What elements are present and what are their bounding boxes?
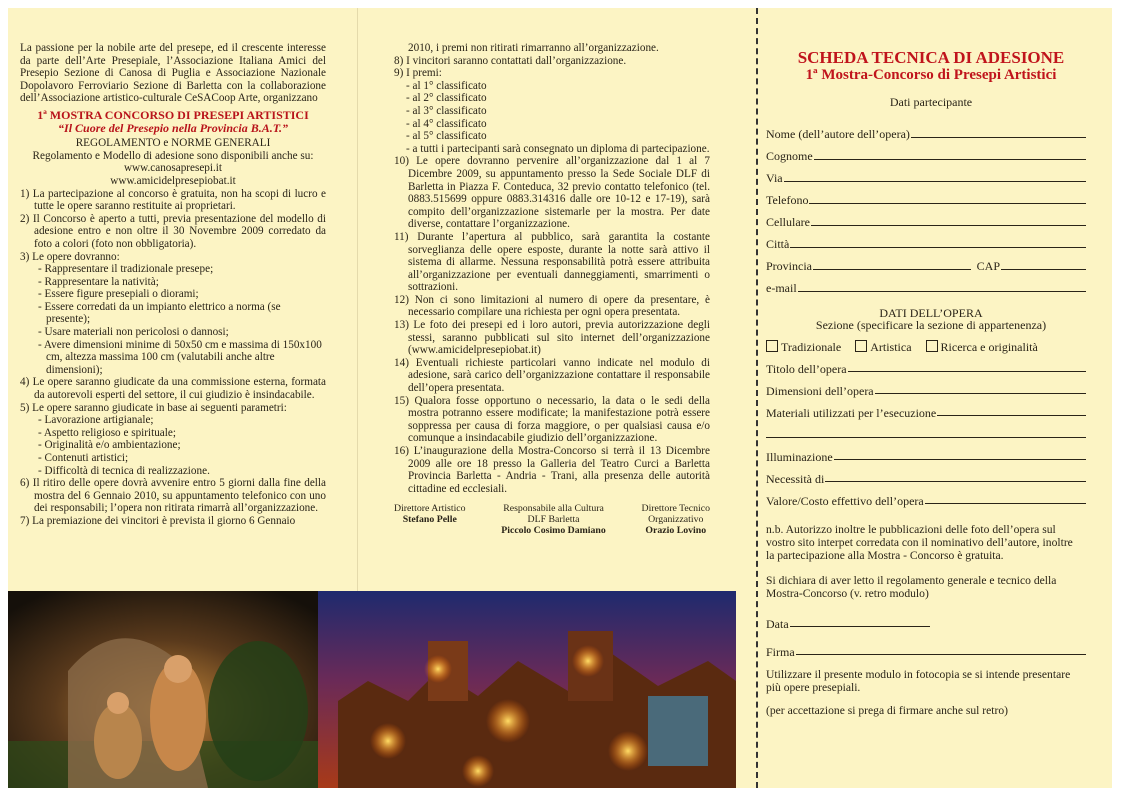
- phone-field[interactable]: [766, 185, 1096, 207]
- phone-line[interactable]: [809, 203, 1086, 204]
- surname-label: Cognome: [766, 149, 813, 163]
- credits: [394, 503, 710, 536]
- surname-line[interactable]: [814, 159, 1086, 160]
- checkbox-traditional[interactable]: [766, 340, 778, 352]
- rule-3-item: - Essere figure presepiali o diorami;: [38, 288, 199, 301]
- lighting-field[interactable]: [766, 441, 1096, 463]
- option-research[interactable]: [926, 340, 1038, 354]
- prize-item: - al 1° classificato: [406, 79, 487, 92]
- form-title: SCHEDA TECNICA DI ADESIONE: [797, 48, 1065, 67]
- option-artistic-label: Artistica: [870, 339, 912, 354]
- rule-5-item: - Lavorazione artigianale;: [38, 414, 154, 427]
- rule-3-item: - Rappresentare il tradizionale presepe;: [38, 263, 214, 276]
- credit-name: Stefano Pelle: [402, 514, 457, 526]
- contest-subtitle: “Il Cuore del Presepio nella Provincia B.A.T.”: [58, 120, 288, 135]
- option-research-label: Ricerca e originalità: [940, 339, 1038, 354]
- needs-field[interactable]: [766, 463, 1096, 485]
- rule-3-item: - Avere dimensioni minime di 50x50 cm e massima di 150x100 cm, altezza massima 100 cm (valutabili anche altre dimensioni);: [38, 338, 322, 376]
- section-options: [766, 340, 1096, 354]
- rule-3: 3) Le opere dovranno:: [20, 250, 120, 263]
- rule-7: 7) La premiazione dei vincitori è prevista il giorno 6 Gennaio: [20, 514, 296, 527]
- rule-15: 15) Qualora fosse opportuno o necessario, la data o le sedi della mostra potranno essere modificate; la manifestazione potrà essere soppressa per causa di forza maggiore, o per qualsiasi causa e/o comunque a insindacabile giudizio dell’organizzazione.: [394, 394, 710, 445]
- value-label: Valore/Costo effettivo dell’opera: [766, 493, 924, 508]
- rules-heading: REGOLAMENTO e NORME GENERALI: [75, 137, 271, 150]
- signature-line[interactable]: [796, 654, 1086, 655]
- value-field[interactable]: [766, 485, 1096, 507]
- credit-name: Piccolo Cosimo Damiano: [501, 525, 606, 537]
- credit-role: Direttore Artistico: [394, 503, 466, 515]
- checkbox-artistic[interactable]: [855, 340, 867, 352]
- name-field[interactable]: [766, 119, 1096, 141]
- artwork-title-field[interactable]: [766, 353, 1096, 375]
- name-line[interactable]: [911, 137, 1086, 138]
- materials-line[interactable]: [937, 415, 1086, 416]
- rule-3-item: - Usare materiali non pericolosi o dannosi;: [38, 326, 229, 339]
- mobile-line[interactable]: [811, 225, 1086, 226]
- street-field[interactable]: [766, 163, 1096, 185]
- rule-8: 8) I vincitori saranno contattati dall’organizzazione.: [394, 54, 627, 67]
- credit-culture-manager: [501, 503, 606, 536]
- nativity-photo-image: [8, 591, 736, 788]
- rule-13: 13) Le foto dei presepi ed i loro autori, previa autorizzazione degli stessi, saranno pubblicati sul sito internet dell’organizzazione (www.amicidelpresepiobat.it): [394, 319, 710, 357]
- rule-7-continued: 2010, i premi non ritirati rimarranno all’organizzazione.: [408, 42, 659, 54]
- photocopy-note: Utilizzare il presente modulo in fotocopia se si intende presentare più opere presepiali.: [766, 668, 1071, 695]
- prize-item: - a tutti i partecipanti sarà consegnato un diploma di partecipazione.: [406, 142, 710, 155]
- date-label: Data: [766, 616, 789, 631]
- date-field[interactable]: [766, 608, 1096, 630]
- mobile-field[interactable]: [766, 207, 1096, 229]
- province-label: Provincia: [766, 259, 812, 273]
- cut-line: [756, 8, 758, 788]
- cap-line[interactable]: [1001, 269, 1086, 270]
- option-artistic[interactable]: [855, 340, 911, 354]
- prize-item: - al 2° classificato: [406, 92, 487, 105]
- city-field[interactable]: [766, 229, 1096, 251]
- email-label: e-mail: [766, 281, 797, 295]
- rule-11: 11) Durante l’apertura al pubblico, sarà garantita la costante sorveglianza delle opere esposte, durante la notte sarà attivo il sistema di allarme. Nessuna responsabilità potrà essere attribuita all’organizzazione per eventuali danneggiamenti, smarrimenti o sottrazioni.: [394, 230, 710, 294]
- option-traditional-label: Tradizionale: [781, 339, 842, 354]
- rule-3-item: - Rappresentare la natività;: [38, 275, 159, 288]
- rule-4: 4) Le opere saranno giudicate da una commissione esterna, formata da autorevoli esperti del settore, il cui giudizio è insindacabile.: [20, 376, 326, 402]
- intro-text: La passione per la nobile arte del presepe, ed il crescente interesse da parte dell’Arte Presepiale, l’Associazione Italiana Amici del Presepio Sezione di Canosa di Puglia e Associazione Nazionale Dopolavoro Ferroviario Sezione di Barletta con la collaborazione dell’Associazione artistico-culturale CeSACoop Arte, organizzano: [20, 42, 326, 105]
- artwork-title-label: Titolo dell’opera: [766, 361, 847, 376]
- city-label: Città: [766, 237, 790, 251]
- dimensions-label: Dimensioni dell’opera: [766, 383, 874, 398]
- section-instruction: Sezione (specificare la sezione di appartenenza): [815, 318, 1047, 333]
- contest-title: 1ª MOSTRA CONCORSO DI PRESEPI ARTISTICI: [37, 107, 309, 122]
- acceptance-note: (per accettazione si prega di firmare anche sul retro): [766, 704, 1009, 718]
- authorization-note: n.b. Autorizzo inoltre le pubblicazioni delle foto dell’opera sul vostro sito interpet corredata con il nominativo dell’autore, inoltre la partecipazione alla Mostra - Concorso è gratuita.: [766, 523, 1073, 563]
- signature-label: Firma: [766, 644, 795, 659]
- brochure-sheet: [8, 8, 1112, 788]
- artwork-section-title: DATI DELL’OPERA: [879, 305, 983, 320]
- dimensions-field[interactable]: [766, 375, 1096, 397]
- participant-section-title: Dati partecipante: [889, 95, 973, 109]
- city-line[interactable]: [790, 247, 1086, 248]
- lighting-label: Illuminazione: [766, 449, 833, 464]
- rule-5-item: - Contenuti artistici;: [38, 452, 129, 464]
- dimensions-line[interactable]: [875, 393, 1086, 394]
- materials-extra-line[interactable]: [766, 419, 1096, 441]
- needs-label: Necessità di: [766, 471, 825, 486]
- date-line[interactable]: [790, 626, 930, 627]
- email-line[interactable]: [798, 291, 1086, 292]
- form-subtitle: 1ª Mostra-Concorso di Presepi Artistici: [805, 67, 1057, 83]
- credit-role: Responsabile alla Cultura: [503, 503, 604, 515]
- credit-role: Direttore Tecnico: [641, 503, 710, 515]
- rule-5-item: - Originalità e/o ambientazione;: [38, 439, 181, 452]
- credit-artistic-director: [394, 503, 466, 536]
- surname-field[interactable]: [766, 141, 1096, 163]
- rule-14: 14) Eventuali richieste particolari vanno indicate nel modulo di adesione, sarà carico dell’organizzazione contattare il responsabile dell’opera presentata.: [394, 356, 710, 395]
- credit-technical-director: [642, 503, 711, 536]
- rules-column-2: [394, 42, 710, 536]
- phone-label: Telefono: [766, 193, 809, 207]
- mobile-label: Cellulare: [766, 215, 810, 229]
- cap-label: CAP: [976, 259, 1000, 273]
- province-line[interactable]: [813, 269, 971, 270]
- option-traditional[interactable]: [766, 340, 841, 354]
- rule-2: 2) Il Concorso è aperto a tutti, previa presentazione del modello di adesione entro e non oltre il 30 Novembre 2009 corredato da foto a colori (foto non obbligatoria).: [20, 212, 326, 250]
- nativity-photos: [8, 591, 736, 788]
- street-label: Via: [766, 171, 783, 185]
- website-link-2[interactable]: www.amicidelpresepiobat.it: [110, 174, 236, 187]
- province-cap-field[interactable]: [766, 251, 1096, 273]
- rule-5: 5) Le opere saranno giudicate in base ai seguenti parametri:: [20, 401, 287, 414]
- street-line[interactable]: [784, 181, 1086, 182]
- declaration-text: Si dichiara di aver letto il regolamento generale e tecnico della Mostra-Concorso (v. retro modulo): [766, 574, 1057, 601]
- rule-9: 9) I premi:: [394, 67, 442, 80]
- prize-item: - al 4° classificato: [406, 117, 487, 130]
- prize-item: - al 3° classificato: [406, 104, 487, 117]
- materials-label: Materiali utilizzati per l’esecuzione: [766, 405, 937, 420]
- materials-line-2[interactable]: [766, 437, 1086, 438]
- rule-1: 1) La partecipazione al concorso è gratuita, non ha scopi di lucro e tutte le opere saranno restituite ai proprietari.: [20, 187, 326, 213]
- rule-6: 6) Il ritiro delle opere dovrà avvenire entro 5 giorni dalla fine della mostra del 6 Gennaio 2010, su appuntamento telefonico con uno dei responsabili; l’opera non ritirata rimarrà all’organizzazione.: [20, 477, 326, 515]
- rule-16: 16) L’inaugurazione della Mostra-Concorso si terrà il 13 Dicembre 2009 alle ore 18 presso la Galleria del Teatro Curci a Barletta Provincia Barletta - Andria - Trani, alla presenza delle autorità cittadine ed ecclesiali.: [394, 445, 710, 495]
- email-field[interactable]: [766, 273, 1096, 295]
- availability-text: Regolamento e Modello di adesione sono disponibili anche su:: [32, 149, 314, 162]
- artwork-title-line[interactable]: [848, 371, 1086, 372]
- website-link-1[interactable]: www.canosapresepi.it: [123, 162, 223, 175]
- signature-field[interactable]: [766, 636, 1096, 658]
- lighting-line[interactable]: [834, 459, 1086, 460]
- rule-12: 12) Non ci sono limitazioni al numero di opere da presentare, è necessario compilare una richiesta per ogni opera presentata.: [394, 293, 710, 319]
- registration-form: [766, 48, 1096, 717]
- credit-role-2: DLF Barletta: [527, 514, 580, 526]
- value-line[interactable]: [925, 503, 1086, 504]
- rule-5-item: - Difficoltà di tecnica di realizzazione.: [38, 464, 210, 477]
- needs-line[interactable]: [825, 481, 1086, 482]
- materials-field[interactable]: [766, 397, 1096, 419]
- rule-10: 10) Le opere dovranno pervenire all’organizzazione dal 1 al 7 Dicembre 2009, su appuntamento presso la Sede Sociale DLF di Barletta in Piazza F. Conteduca, 32 previo contatto telefonico (tel. 0883.515699 oppure 0883.314316 dalle ore 10-12 e 17-19), sarà compito dell’organizzazione sistemarle per la mostra. Per date diverse, contattare l’organizzazione.: [394, 155, 710, 231]
- checkbox-research[interactable]: [926, 340, 938, 352]
- rule-3-item: - Essere corredati da un impianto elettrico a norma (se presente);: [38, 300, 281, 326]
- prize-item: - al 5° classificato: [406, 130, 487, 143]
- rule-5-item: - Aspetto religioso e spirituale;: [38, 426, 176, 439]
- name-label: Nome (dell’autore dell’opera): [766, 127, 910, 141]
- credit-name: Orazio Lovino: [645, 525, 707, 537]
- credit-role-2: Organizzativo: [648, 514, 704, 526]
- rules-column-1: [20, 42, 326, 528]
